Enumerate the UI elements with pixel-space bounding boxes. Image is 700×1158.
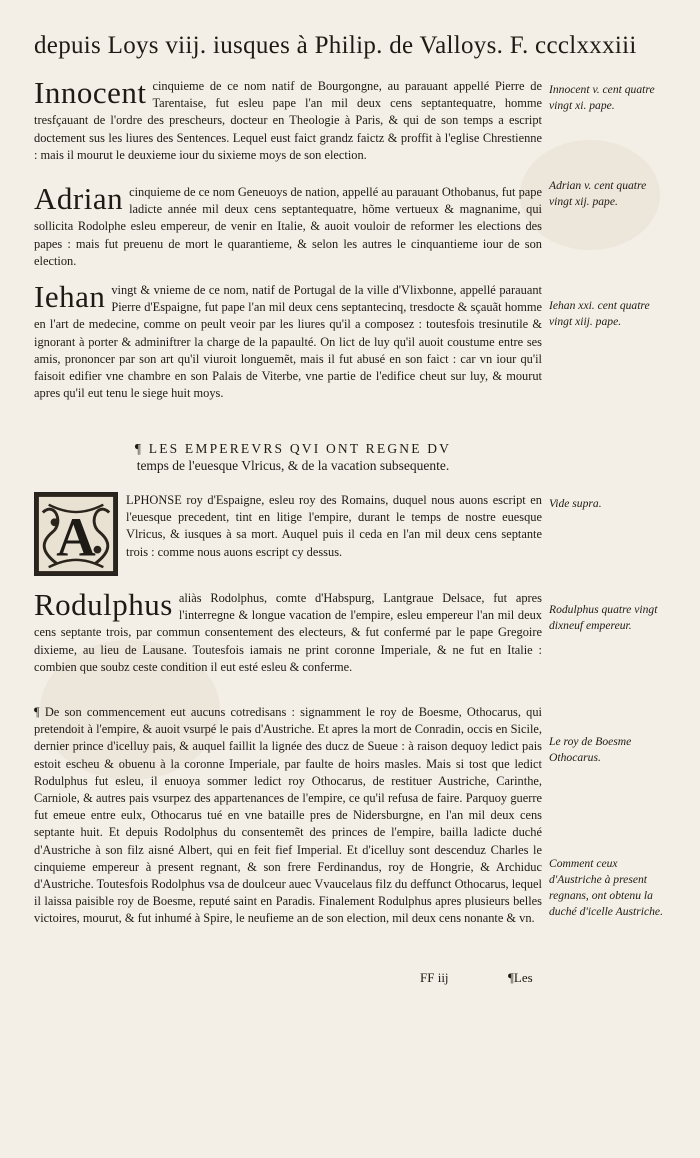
svg-text:A: A [56, 506, 96, 568]
entry-alphonse [34, 492, 542, 576]
entry-text: ¶ De son commencement eut aucuns cotredisans : signamment le roy de Boesme, Othocarus, qui pretendoit à l'empire, & auoit vsurpé le pais d'Austriche. Et apres la mort de Conradin, occis en Sicile, dernier prince d'icelluy pais, & auquel faillit la lignée des ducz de Sueue : à raison dequoy ledict pais estoit escheu & obuenu à la coronne Imperiale, par faulte de hoirs masles. Mais si tost que ledict Rodulphus fut esleu, il enuoya sommer ledict roy Othocarus, de restituer Austriche, Carinthe, Carniole, & autres pais vsurpez des appartenances de l'empire, ce qu'il refusa de faire. Parquoy guerre fut emeue entre eulx, Othocarus tué en vne bataille pres de Nidersburgne, en l'an mil deux cens septante huit. Et depuis Rodolphus du consentemẽt des princes de l'empire, bailla ladicte duché d'Austriche à son filz aisné Albert, qui en feit fief Imperial. Et d'icelluy sont descenduz Charles le cinquieme empereur à present regnant, & son frere Ferdinandus, roy de Hongrie, & Archiduc d'Austriche. Toutesfois Rodolphus vsa de doulceur auec Vvaucelaus filz du deffunct Othocarus, lequel il laissa paisible roy de Boesme, reputé saint en Paradis. Finalement Rodulphus apres plusieurs belles victoires, mourut, & fut inhumé à Spire, le neufieme an de son election, mil deux cens nonante & vn. [34, 705, 542, 926]
entry-text: LPHONSE roy d'Espaigne, esleu roy des Romains, duquel nous auons escript en l'euesque precedent, tint en litige l'empire, durant le temps de nostre euesque Vlricus, & iusques à sa mort. Auquel puis il ceda en l'an mil deux cens septante trois : comme nous auons escript cy dessus. [126, 493, 542, 559]
margin-note-iehan: Iehan xxi. cent quatre vingt xiij. pape. [549, 299, 650, 328]
margin-note-innocent: Innocent v. cent quatre vingt xi. pape. [549, 83, 655, 112]
decorated-initial-a [34, 492, 118, 576]
ornament-initial-icon [35, 493, 117, 575]
entry-text: aliàs Rodolphus, comte d'Habspurg, Lantgraue Delsace, fut apres l'interregne & longue vacation de l'empire, esleu empereur l'an mil deux cens septante trois, par commun consentement des electeurs, & fut confermé par le pape Gregoire dixieme, au lieu de Lausane. Toutesfois iamais ne print coronne Imperiale, & ne fut en Italie : combien que soubz ceste condition il eut esté esleu & conferme. [34, 591, 542, 674]
entry-iehan [34, 279, 542, 402]
drop-word: Rodulphus [34, 587, 173, 622]
margin-note-alphonse: Vide supra. [549, 497, 602, 510]
entry-text: cinquieme de ce nom natif de Bourgongne, au parauant appellé Pierre de Tarentaise, fut esleu pape l'an mil deux cens septantequatre, homme tresfçauant de l'ordre des prescheurs, docteur en Theologie à Paris, & qui de son temps a escript doctement sus les liures des Sentences. Lequel eust faict grandz faictz & proffit à l'eglise Chrestienne : mais il mourut le deuxieme iour du sixieme moys de son election. [34, 79, 542, 162]
margin-note-rodulphus: Rodulphus quatre vingt dixneuf empereur. [549, 603, 658, 632]
margin-note-adrian: Adrian v. cent quatre vingt xij. pape. [549, 179, 647, 208]
margin-note-othocarus: Le roy de Boesme Othocarus. [549, 735, 632, 764]
drop-word: Innocent [34, 75, 147, 110]
entry-commencement [34, 704, 542, 928]
margin-note-austriche: Comment ceux d'Austriche à present regnans, ont obtenu la duché d'icelle Austriche. [549, 857, 663, 918]
signature-mark: FF iij [420, 970, 449, 985]
entry-rodulphus [34, 587, 542, 676]
section-title [58, 440, 528, 474]
running-header: depuis Loys viij. iusques à Philip. de Valloys. F. ccclxxxiii [34, 32, 637, 59]
catchword: ¶Les [508, 970, 533, 985]
drop-word: Iehan [34, 279, 106, 314]
section-title-rest: temps de l'euesque Vlricus, & de la vacation subsequente. [136, 458, 450, 473]
entry-text: cinquieme de ce nom Geneuoys de nation, appellé au parauant Othobanus, fut pape ladicte année mil deux cens septantequatre, hõme vertueux & magnanime, qui sollicita Rodolphe esleu empereur, de venir en Italie, & auoit vouloir de reformer les elections des papes : mais fut preuenu de mort le quarantieme, & selon les autres le cinquantieme iour de son election. [34, 185, 542, 268]
entry-innocent [34, 75, 542, 164]
drop-word: Adrian [34, 181, 124, 216]
entry-text: vingt & vnieme de ce nom, natif de Portugal de la ville d'Vlixbonne, appellé parauant Pierre d'Espaigne, fut pape l'an mil deux cens septantecinq, tresdocte & sçauãt homme en l'art de medecine, comme on peult veoir par les liures qu'il a composez : toutesfois tresinutile & ignorant à porter & adminiftrer la charge de la papaulté. On lict de luy qu'il auoit coustume entre ses amis, prononcer par son art qu'il viuroit longuemẽt, mais il fut abusé en son faict : car vn iour qu'il faisoit edifier vne chambre en son Palais de Viterbe, vne partie de l'edifice cheut sur luy, & mourut apres qu'il eut tenu le siege huit moys. [34, 283, 542, 401]
section-title-caps: ¶ LES EMPEREVRS QVI ONT REGNE DV [134, 441, 452, 456]
entry-adrian [34, 181, 542, 270]
